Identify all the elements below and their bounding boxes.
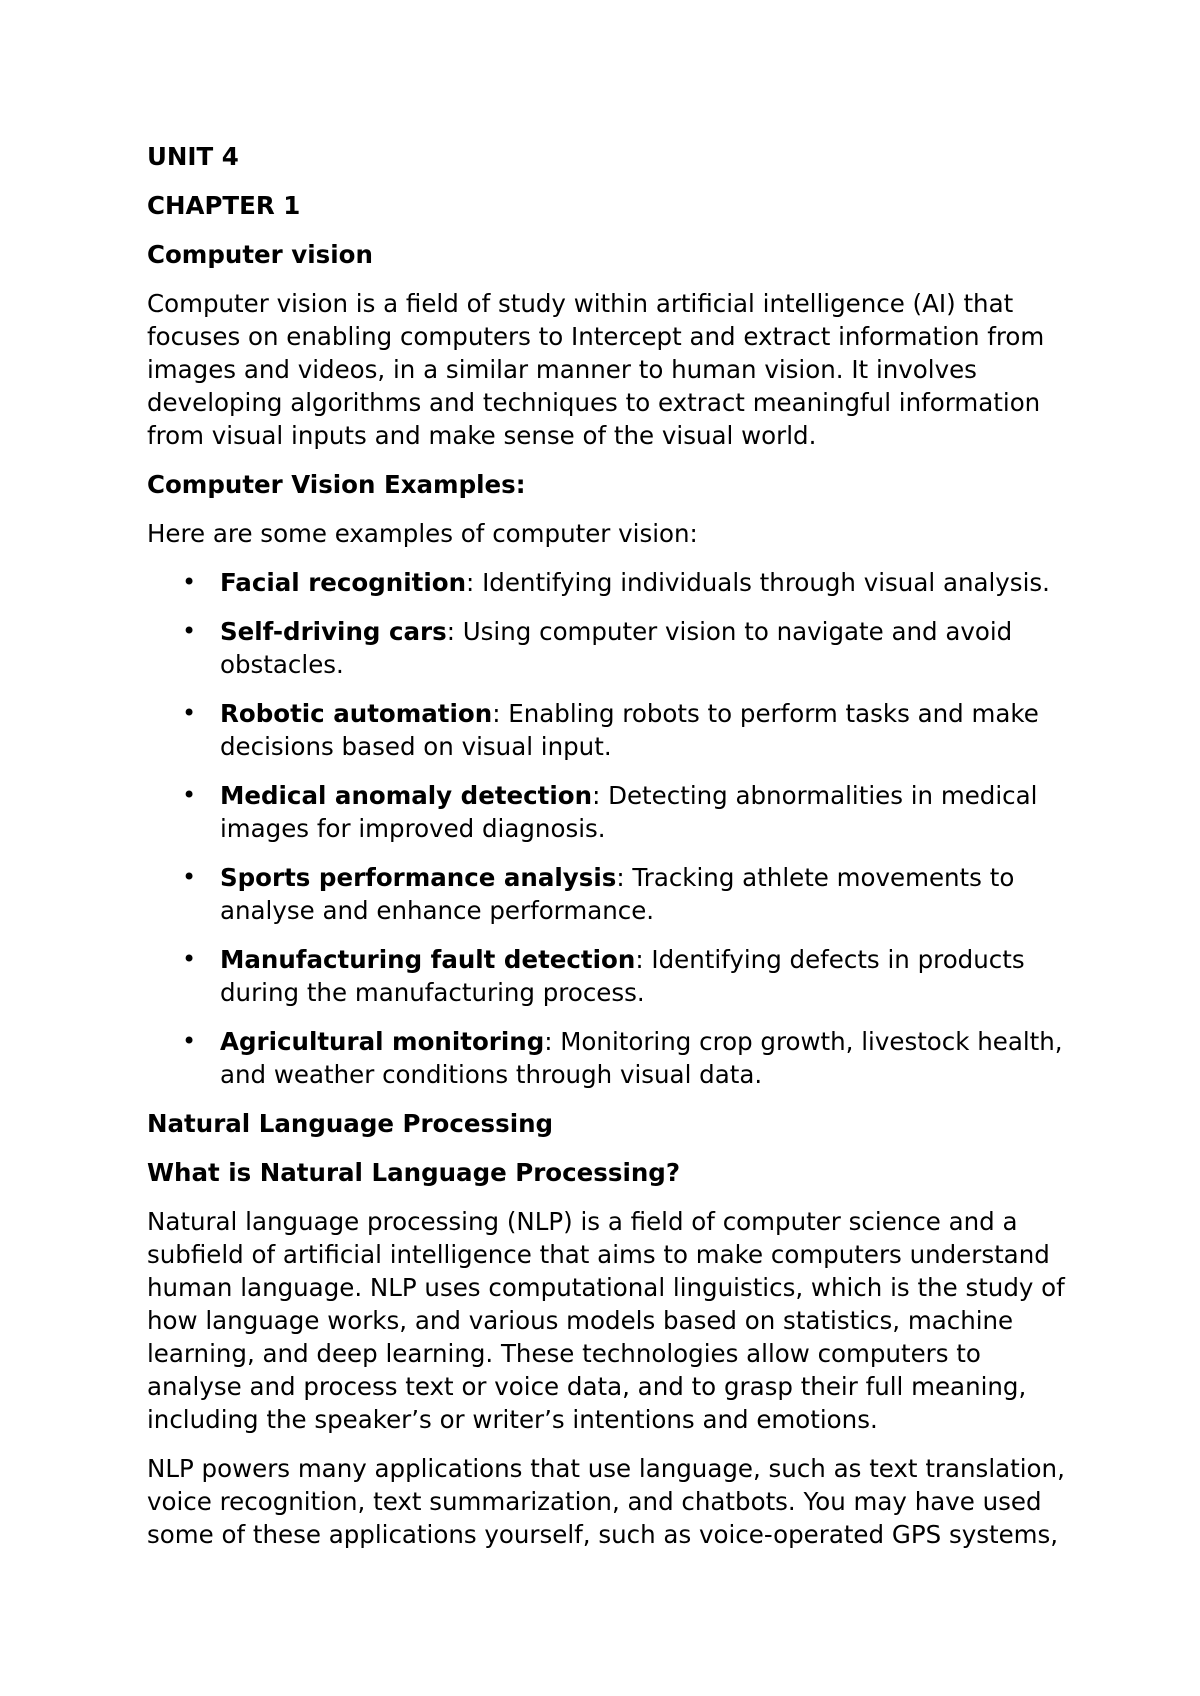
list-item-term: Agricultural monitoring xyxy=(220,1027,545,1056)
bullet-icon: • xyxy=(182,568,197,596)
bullet-icon: • xyxy=(182,699,197,727)
list-item xyxy=(147,566,1077,599)
list-item xyxy=(147,697,1077,763)
computer-vision-paragraph: Computer vision is a field of study within artificial intelligence (AI) that focuses on enabling computers to Intercept and extract information from images and videos, in a similar manner to human vision. It involves developing algorithms and techniques to extract meaningful information from visual inputs and make sense of the visual world. xyxy=(147,289,1045,450)
list-item-description: : Enabling robots to perform tasks and make decisions based on visual input. xyxy=(220,699,1039,761)
list-item-term: Manufacturing fault detection xyxy=(220,945,636,974)
bullet-icon: • xyxy=(182,781,197,809)
list-item-description: : Identifying individuals through visual analysis. xyxy=(466,568,1050,597)
section-heading-nlp: Natural Language Processing xyxy=(147,1109,554,1138)
bullet-icon: • xyxy=(182,945,197,973)
list-item-description: : Using computer vision to navigate and avoid obstacles. xyxy=(220,617,1013,679)
list-item-description: : Monitoring crop growth, livestock health, and weather conditions through visual data. xyxy=(220,1027,1063,1089)
nlp-paragraph-2: NLP powers many applications that use language, such as text translation, voice recognition, text summarization, and chatbots. You may have used some of these applications yourself, such as voice-operated GPS systems, xyxy=(147,1454,1065,1549)
bullet-icon: • xyxy=(182,863,197,891)
cv-examples-list xyxy=(147,566,1077,1091)
section-heading-computer-vision: Computer vision xyxy=(147,240,373,269)
list-item xyxy=(147,861,1077,927)
list-item xyxy=(147,943,1077,1009)
nlp-paragraph-1: Natural language processing (NLP) is a field of computer science and a subfield of artificial intelligence that aims to make computers understand human language. NLP uses computational linguistics, which is the study of how language works, and various models based on statistics, machine learning, and deep learning. These technologies allow computers to analyse and process text or voice data, and to grasp their full meaning, including the speaker’s or writer’s intentions and emotions. xyxy=(147,1207,1065,1434)
list-item-term: Facial recognition xyxy=(220,568,467,597)
list-item-term: Sports performance analysis xyxy=(220,863,617,892)
list-item-term: Robotic automation xyxy=(220,699,493,728)
list-item-description: : Detecting abnormalities in medical images for improved diagnosis. xyxy=(220,781,1038,843)
list-item xyxy=(147,1025,1077,1091)
chapter-heading: CHAPTER 1 xyxy=(147,191,301,220)
list-item-description: : Tracking athlete movements to analyse and enhance performance. xyxy=(220,863,1015,925)
list-item-term: Medical anomaly detection xyxy=(220,781,593,810)
list-item xyxy=(147,779,1077,845)
document-page xyxy=(147,140,1077,1567)
section-heading-what-is-nlp: What is Natural Language Processing? xyxy=(147,1158,681,1187)
cv-examples-intro: Here are some examples of computer vision: xyxy=(147,519,698,548)
list-item-description: : Identifying defects in products during the manufacturing process. xyxy=(220,945,1025,1007)
list-item-term: Self-driving cars xyxy=(220,617,447,646)
bullet-icon: • xyxy=(182,1027,197,1055)
bullet-icon: • xyxy=(182,617,197,645)
list-item xyxy=(147,615,1077,681)
section-heading-cv-examples: Computer Vision Examples: xyxy=(147,470,526,499)
unit-heading: UNIT 4 xyxy=(147,142,239,171)
